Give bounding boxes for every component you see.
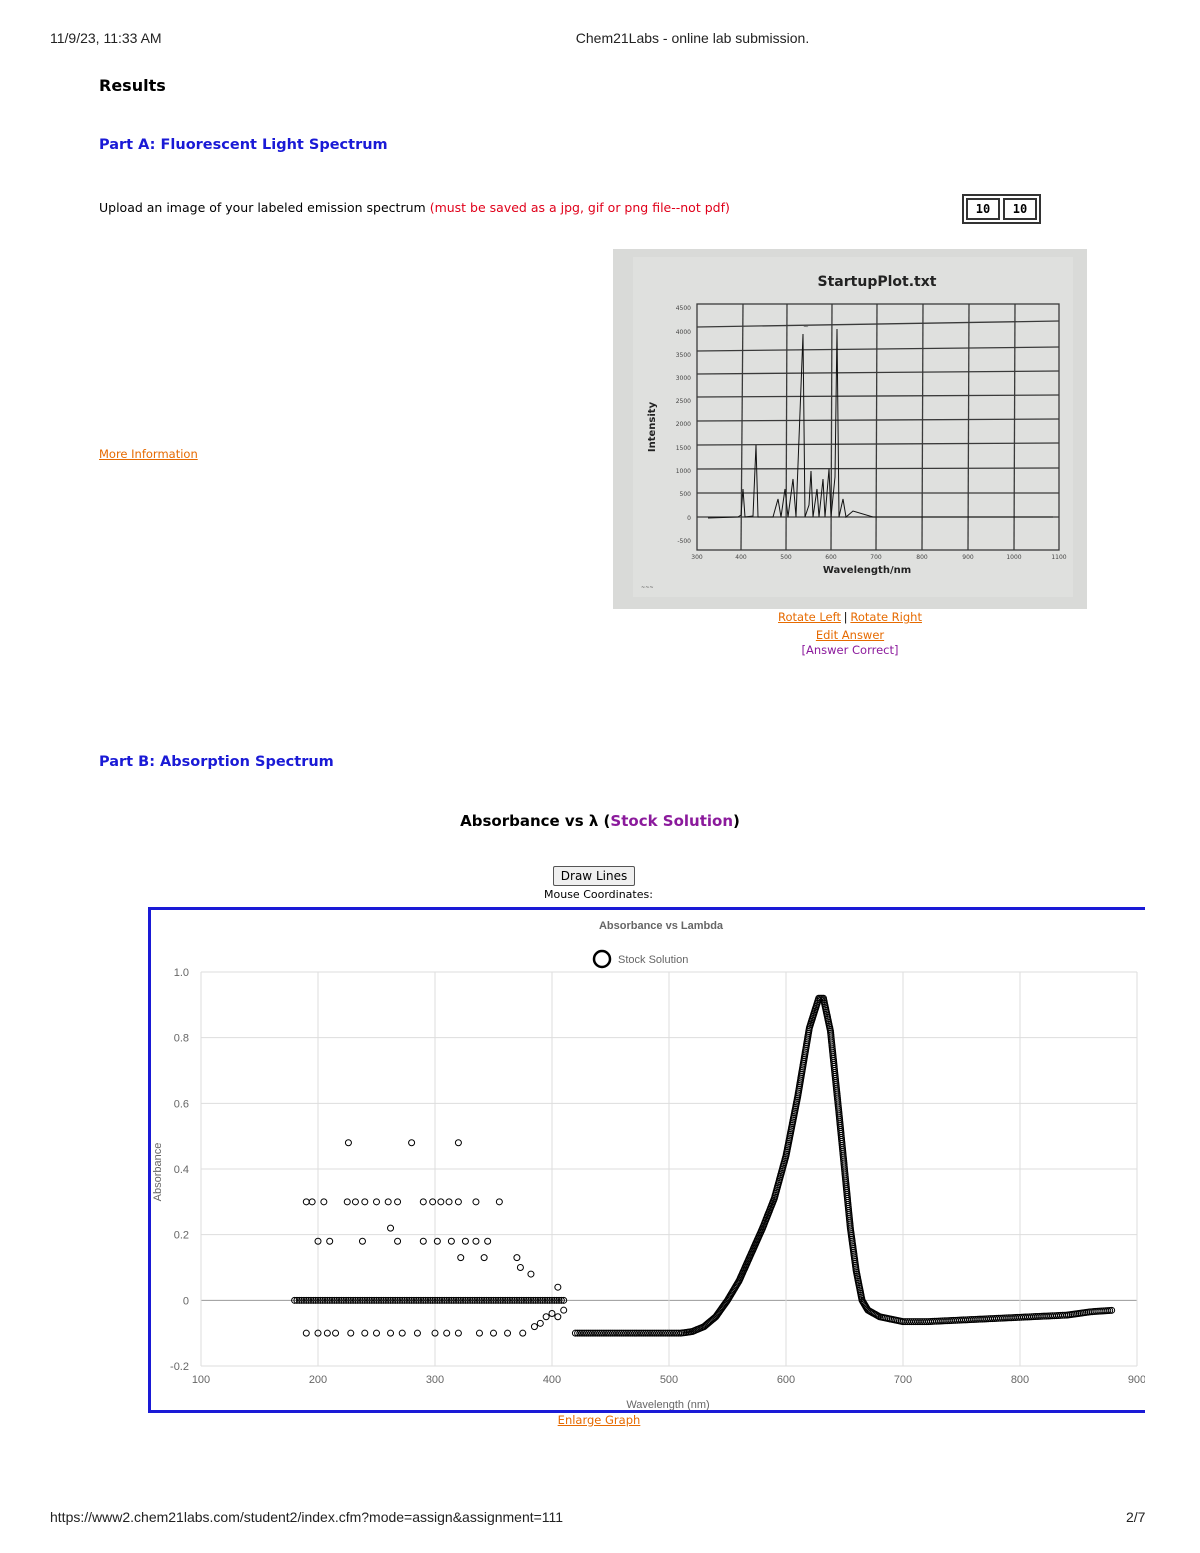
data-point xyxy=(505,1330,511,1336)
data-point xyxy=(395,1199,401,1205)
chart-legend xyxy=(594,951,688,967)
y-tick-label: 0 xyxy=(182,1295,189,1308)
data-point xyxy=(399,1330,405,1336)
mouse-coordinates-label: Mouse Coordinates: xyxy=(544,888,653,901)
chart-points xyxy=(292,995,1115,1336)
data-point xyxy=(438,1199,444,1205)
photo-title: StartupPlot.txt xyxy=(817,274,937,290)
data-point xyxy=(345,1140,351,1146)
photo-ytick: 0 xyxy=(687,515,691,522)
absorbance-title-stock: Stock Solution xyxy=(610,812,734,830)
x-tick-label: 400 xyxy=(542,1374,562,1386)
data-point xyxy=(309,1199,315,1205)
photo-xtick: 1000 xyxy=(1006,554,1022,561)
part-a-heading: Part A: Fluorescent Light Spectrum xyxy=(99,137,388,153)
photo-ytick: 2500 xyxy=(675,398,691,405)
data-point xyxy=(409,1140,415,1146)
photo-xtick: 500 xyxy=(780,554,792,561)
edit-answer-row xyxy=(613,626,1087,644)
data-point xyxy=(414,1330,420,1336)
photo-ytick: 4000 xyxy=(675,329,691,336)
x-tick-label: 600 xyxy=(776,1374,796,1386)
data-point xyxy=(420,1199,426,1205)
absorbance-title-suffix: ) xyxy=(733,812,740,830)
data-point xyxy=(348,1330,354,1336)
data-point xyxy=(448,1238,454,1244)
absorbance-title-prefix: Absorbance vs λ ( xyxy=(460,812,611,830)
chart-y-ticks xyxy=(170,967,189,1373)
chart-title: Absorbance vs Lambda xyxy=(598,920,724,932)
photo-annotation: ~ xyxy=(803,323,809,331)
chart-grid xyxy=(201,972,1137,1366)
x-tick-label: 200 xyxy=(308,1374,328,1386)
data-point xyxy=(420,1238,426,1244)
y-tick-label: 0.2 xyxy=(173,1229,189,1242)
data-point xyxy=(333,1330,339,1336)
photo-ytick: 1000 xyxy=(675,468,691,475)
photo-xtick: 600 xyxy=(825,554,837,561)
data-point xyxy=(388,1330,394,1336)
photo-xtick: 900 xyxy=(962,554,974,561)
photo-xlabel: Wavelength/nm xyxy=(822,565,912,576)
y-tick-label: 0.8 xyxy=(173,1032,189,1045)
data-point xyxy=(491,1330,497,1336)
spectrum-photo-svg xyxy=(613,249,1087,609)
draw-lines-button[interactable]: Draw Lines xyxy=(553,866,635,886)
legend-marker xyxy=(594,951,610,967)
x-tick-label: 300 xyxy=(425,1374,445,1386)
uploaded-spectrum-image xyxy=(613,249,1087,609)
data-point xyxy=(446,1199,452,1205)
data-point xyxy=(520,1330,526,1336)
data-point xyxy=(374,1330,380,1336)
enlarge-graph-link[interactable]: Enlarge Graph xyxy=(557,1413,641,1427)
data-point xyxy=(321,1199,327,1205)
data-point xyxy=(303,1330,309,1336)
data-point xyxy=(517,1265,523,1271)
data-point xyxy=(388,1225,394,1231)
data-point xyxy=(561,1307,567,1313)
photo-ytick: 1500 xyxy=(675,445,691,452)
photo-xtick: 300 xyxy=(691,554,703,561)
photo-xtick: 700 xyxy=(870,554,882,561)
data-point xyxy=(303,1199,309,1205)
data-point xyxy=(362,1330,368,1336)
data-point xyxy=(374,1199,380,1205)
data-point xyxy=(531,1324,537,1330)
absorbance-chart-svg xyxy=(151,910,1145,1410)
photo-ytick: 500 xyxy=(679,491,691,498)
data-point xyxy=(324,1330,330,1336)
x-tick-label: 800 xyxy=(1010,1374,1030,1386)
photo-ytick: 3000 xyxy=(675,375,691,382)
part-b-heading: Part B: Absorption Spectrum xyxy=(99,754,334,770)
photo-xtick: 1100 xyxy=(1051,554,1067,561)
photo-ytick: -500 xyxy=(677,538,691,545)
rotate-right-link[interactable]: Rotate Right xyxy=(850,610,922,624)
y-tick-label: 1.0 xyxy=(173,967,189,979)
data-point xyxy=(362,1199,368,1205)
photo-ytick: 3500 xyxy=(675,352,691,359)
photo-xtick: 800 xyxy=(916,554,928,561)
chart-x-ticks xyxy=(192,1374,1145,1386)
data-point xyxy=(537,1320,543,1326)
data-point xyxy=(473,1238,479,1244)
data-point xyxy=(444,1330,450,1336)
data-point xyxy=(455,1140,461,1146)
upload-text: Upload an image of your labeled emission spectrum xyxy=(99,200,426,215)
photo-xtick: 400 xyxy=(735,554,747,561)
x-tick-label: 700 xyxy=(893,1374,913,1386)
chart-ylabel: Absorbance xyxy=(152,1142,164,1202)
score-total: 10 xyxy=(1003,198,1037,220)
upload-instructions xyxy=(99,200,730,215)
photo-footer-note: ~~~ xyxy=(641,585,654,591)
data-point xyxy=(473,1199,479,1205)
data-point xyxy=(528,1271,534,1277)
rotate-separator: | xyxy=(844,612,848,624)
data-point xyxy=(543,1314,549,1320)
chart-xlabel: Wavelength (nm) xyxy=(626,1399,710,1410)
data-point xyxy=(385,1199,391,1205)
data-point xyxy=(514,1255,520,1261)
image-controls xyxy=(613,610,1087,624)
print-datetime: 11/9/23, 11:33 AM xyxy=(50,30,162,46)
answer-status: [Answer Correct] xyxy=(801,643,899,657)
data-point xyxy=(481,1255,487,1261)
score-box xyxy=(962,194,1041,224)
print-page-title: Chem21Labs - online lab submission. xyxy=(575,30,810,46)
score-earned: 10 xyxy=(966,198,1000,220)
data-point xyxy=(395,1238,401,1244)
more-information-link[interactable]: More Information xyxy=(99,447,198,461)
y-tick-label: 0.6 xyxy=(173,1098,189,1111)
edit-answer-link[interactable]: Edit Answer xyxy=(815,628,885,642)
data-point xyxy=(462,1238,468,1244)
x-tick-label: 900 xyxy=(1127,1374,1145,1386)
absorbance-title xyxy=(0,812,1200,830)
data-point xyxy=(455,1330,461,1336)
data-point xyxy=(455,1199,461,1205)
rotate-left-link[interactable]: Rotate Left xyxy=(778,610,841,624)
y-tick-label: -0.2 xyxy=(170,1361,189,1373)
upload-warning: (must be saved as a jpg, gif or png file--not pdf) xyxy=(429,200,730,215)
print-page-number: 2/7 xyxy=(1126,1509,1146,1525)
results-heading: Results xyxy=(99,76,166,95)
enlarge-row xyxy=(0,1411,1198,1429)
data-point xyxy=(352,1199,358,1205)
photo-ytick: 4500 xyxy=(675,305,691,312)
print-url: https://www2.chem21labs.com/student2/index.cfm?mode=assign&assignment=111 xyxy=(50,1509,564,1525)
data-point xyxy=(458,1255,464,1261)
photo-ylabel: Intensity xyxy=(647,401,658,453)
photo-ytick: 2000 xyxy=(675,421,691,428)
data-point xyxy=(496,1199,502,1205)
data-point xyxy=(327,1238,333,1244)
data-point xyxy=(555,1284,561,1290)
data-point xyxy=(359,1238,365,1244)
data-point xyxy=(344,1199,350,1205)
absorbance-chart[interactable] xyxy=(148,907,1145,1413)
x-tick-label: 100 xyxy=(191,1374,211,1386)
x-tick-label: 500 xyxy=(659,1374,679,1386)
y-tick-label: 0.4 xyxy=(173,1164,189,1176)
data-point xyxy=(485,1238,491,1244)
data-point xyxy=(476,1330,482,1336)
data-point xyxy=(555,1314,561,1320)
legend-label: Stock Solution xyxy=(618,954,689,966)
